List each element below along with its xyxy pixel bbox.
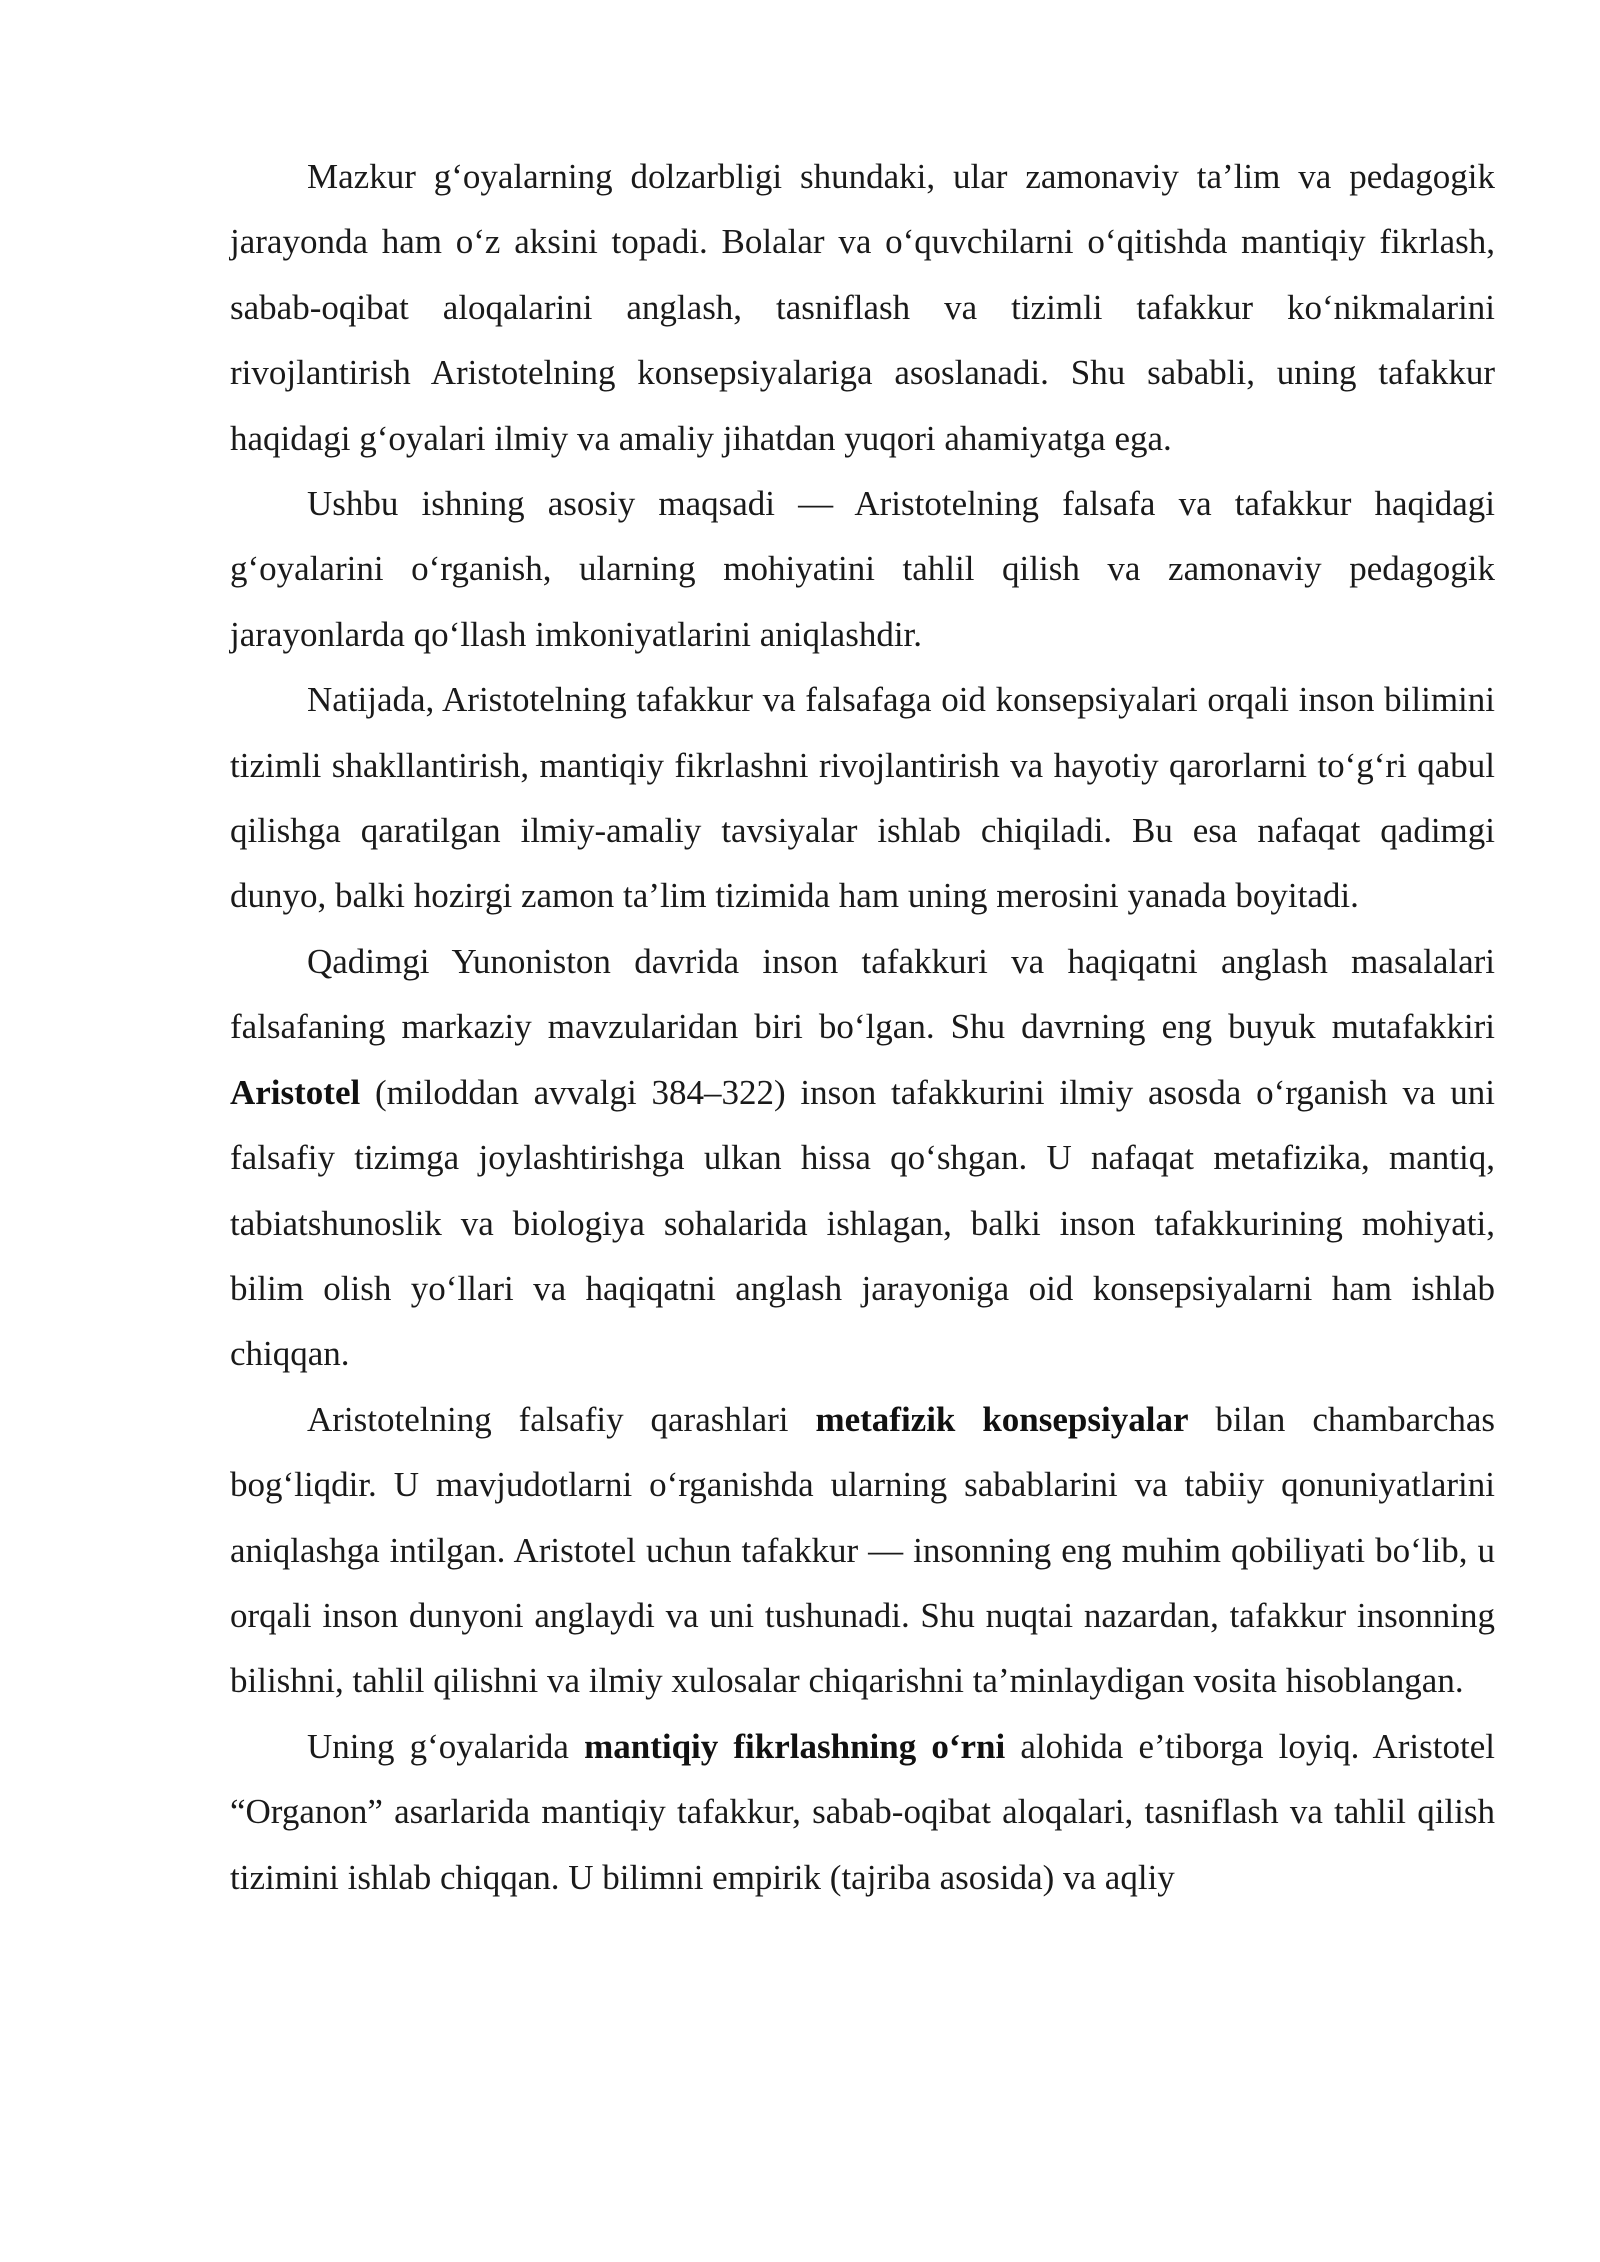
paragraph-2: [230, 471, 1495, 667]
paragraph-5-text: Aristotelning falsafiy qarashlari: [307, 1399, 816, 1439]
paragraph-6: [230, 1714, 1495, 1910]
paragraph-4-text-continued: (miloddan avvalgi 384–322) inson tafakkurini ilmiy asosda o‘rganish va uni falsafiy tizimga joylashtirishga ulkan hissa qo‘shgan. U nafaqat metafizika, mantiq, tabiatshunoslik va biologiya sohalarida ishlagan, balki inson tafakkurining mohiyati, bilim olish yo‘llari va haqiqatni anglash jarayoniga oid konsepsiyalarni ham ishlab chiqqan.: [230, 1072, 1495, 1374]
paragraph-6-text-continued: alohida e’tiborga loyiq. Aristotel “Organon” asarlarida mantiqiy tafakkur, sabab-oqibat aloqalari, tasniflash va tahlil qilish tizimini ishlab chiqqan. U bilimni empirik (tajriba asosida) va aqliy: [230, 1726, 1495, 1897]
paragraph-5-text-continued: bilan chambarchas bog‘liqdir. U mavjudotlarni o‘rganishda ularning sabablarini va tabiiy qonuniyatlarini aniqlashga intilgan. Aristotel uchun tafakkur — insonning eng muhim qobiliyati bo‘lib, u orqali inson dunyoni anglaydi va uni tushunadi. Shu nuqtai nazardan, tafakkur insonning bilishni, tahlil qilishni va ilmiy xulosalar chiqarishni ta’minlaydigan vosita hisoblangan.: [230, 1399, 1496, 1701]
paragraph-1-text: Mazkur g‘oyalarning dolzarbligi shundaki, ular zamonaviy ta’lim va pedagogik jarayonda ham o‘z aksini topadi. Bolalar va o‘quvchilarni o‘qitishda mantiqiy fikrlash, sabab-oqibat aloqalarini anglash, tasniflash va tizimli tafakkur ko‘nikmalarini rivojlantirish Aristotelning konsepsiyalariga asoslanadi. Shu sababli, uning tafakkur haqidagi g‘oyalari ilmiy va amaliy jihatdan yuqori ahamiyatga ega.: [230, 157, 1495, 458]
paragraph-2-text: Ushbu ishning asosiy maqsadi — Aristotelning falsafa va tafakkur haqidagi g‘oyalarini o‘rganish, ularning mohiyatini tahlil qilish va zamonaviy pedagogik jarayonlarda qo‘llash imkoniyatlarini aniqlashdir.: [230, 484, 1495, 654]
paragraph-4-text: Qadimgi Yunoniston davrida inson tafakkuri va haqiqatni anglash masalalari falsafaning markaziy mavzularidan biri bo‘lgan. Shu davrning eng buyuk mutafakkiri: [230, 941, 1495, 1047]
paragraph-5: [230, 1387, 1495, 1714]
bold-term-aristotel: Aristotel: [230, 1072, 361, 1112]
paragraph-4: [230, 929, 1495, 1387]
bold-term-metafizik-konsepsiyalar: metafizik konsepsiyalar: [815, 1399, 1189, 1439]
paragraph-6-text: Uning g‘oyalarida: [307, 1726, 585, 1766]
bold-term-mantiqiy-fikrlashning-orni: mantiqiy fikrlashning o‘rni: [584, 1726, 1006, 1766]
paragraph-3: [230, 667, 1495, 929]
paragraph-3-text: Natijada, Aristotelning tafakkur va falsafaga oid konsepsiyalari orqali inson bilimini tizimli shakllantirish, mantiqiy fikrlashni rivojlantirish va hayotiy qarorlarni to‘g‘ri qabul qilishga qaratilgan ilmiy-amaliy tavsiyalar ishlab chiqiladi. Bu esa nafaqat qadimgi dunyo, balki hozirgi zamon ta’lim tizimida ham uning merosini yanada boyitadi.: [230, 680, 1495, 916]
document-page: [230, 144, 1495, 1910]
paragraph-1: [230, 144, 1495, 471]
